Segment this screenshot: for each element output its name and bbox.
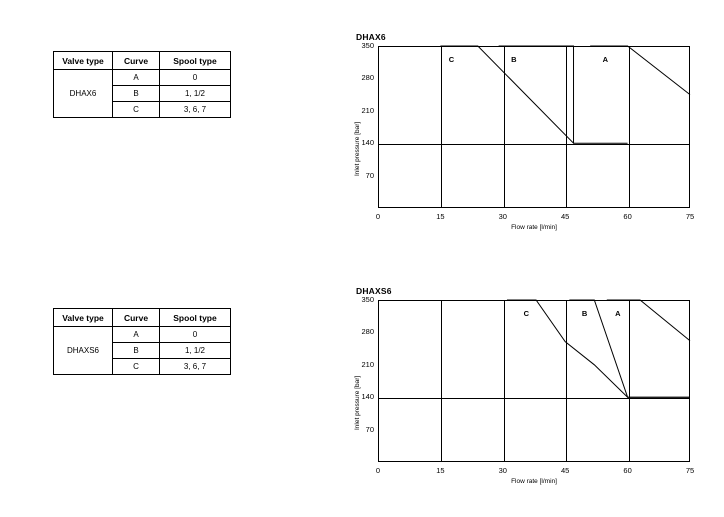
x-axis-label: Flow rate [l/min] xyxy=(511,478,557,485)
y-axis-tick-label: 140 xyxy=(361,138,374,148)
y-axis-label: Inlet pressure [bar] xyxy=(354,375,361,430)
column-header-spool-type: Spool type xyxy=(160,52,231,70)
curve-c xyxy=(507,300,690,397)
column-header-curve: Curve xyxy=(113,309,160,327)
x-axis-tick-label: 0 xyxy=(375,212,381,221)
x-axis-tick-label: 60 xyxy=(623,466,632,475)
x-axis-tick-label: 15 xyxy=(436,212,445,221)
x-axis-tick-label: 45 xyxy=(561,212,570,221)
cell-curve: C xyxy=(113,359,160,375)
y-axis-tick-label: 280 xyxy=(361,327,374,337)
y-axis-label: Inlet pressure [bar] xyxy=(354,121,361,176)
dhaxs6-spec-table xyxy=(53,308,231,375)
x-axis-label: Flow rate [l/min] xyxy=(511,224,557,231)
curve-c xyxy=(440,46,573,143)
table-header-row xyxy=(54,52,231,70)
y-axis-tick-label: 280 xyxy=(361,73,374,83)
curve-label-b: B xyxy=(581,308,588,318)
curve-label-c: C xyxy=(523,308,530,318)
cell-curve: B xyxy=(113,86,160,102)
curve-b xyxy=(569,300,690,397)
y-axis-tick-label: 210 xyxy=(361,105,374,115)
cell-curve: B xyxy=(113,343,160,359)
curve-label-c: C xyxy=(448,54,455,64)
curve-a xyxy=(590,46,690,95)
y-axis-tick-label: 140 xyxy=(361,392,374,402)
table-row xyxy=(54,70,231,86)
chart-title: DHAXS6 xyxy=(356,286,392,296)
cell-valve-type: DHAXS6 xyxy=(54,327,113,375)
cell-spool: 0 xyxy=(160,327,231,343)
x-axis-tick-label: 30 xyxy=(498,466,507,475)
cell-spool: 0 xyxy=(160,70,231,86)
column-header-curve: Curve xyxy=(113,52,160,70)
x-axis-tick-label: 30 xyxy=(498,212,507,221)
y-axis-tick-label: 350 xyxy=(361,295,374,304)
x-axis-tick-label: 75 xyxy=(685,212,695,221)
y-axis-tick-label: 70 xyxy=(365,424,374,434)
curve-lines xyxy=(378,300,690,462)
chart-title: DHAX6 xyxy=(356,32,386,42)
curve-b xyxy=(499,46,628,143)
cell-valve-type: DHAX6 xyxy=(54,70,113,118)
cell-spool: 3, 6, 7 xyxy=(160,359,231,375)
x-axis-tick-label: 0 xyxy=(375,466,381,475)
curve-label-a: A xyxy=(615,308,621,318)
x-axis-tick-label: 60 xyxy=(623,212,632,221)
cell-spool: 3, 6, 7 xyxy=(160,102,231,118)
table-row xyxy=(54,327,231,343)
x-axis-tick-label: 75 xyxy=(685,466,695,475)
curve-lines xyxy=(378,46,690,208)
curve-a xyxy=(607,300,690,341)
cell-curve: A xyxy=(113,70,160,86)
cell-curve: A xyxy=(113,327,160,343)
column-header-spool-type: Spool type xyxy=(160,309,231,327)
y-axis-tick-label: 350 xyxy=(361,41,374,50)
curve-label-b: B xyxy=(511,54,517,64)
cell-curve: C xyxy=(113,102,160,118)
x-axis-tick-label: 45 xyxy=(561,466,570,475)
table-header-row xyxy=(54,309,231,327)
cell-spool: 1, 1/2 xyxy=(160,86,231,102)
y-axis-tick-label: 70 xyxy=(365,170,374,180)
column-header-valve-type: Valve type xyxy=(54,309,113,327)
x-axis-tick-label: 15 xyxy=(436,466,445,475)
cell-spool: 1, 1/2 xyxy=(160,343,231,359)
column-header-valve-type: Valve type xyxy=(54,52,113,70)
curve-label-a: A xyxy=(602,54,609,64)
y-axis-tick-label: 210 xyxy=(361,359,374,369)
dhax6-spec-table xyxy=(53,51,231,118)
